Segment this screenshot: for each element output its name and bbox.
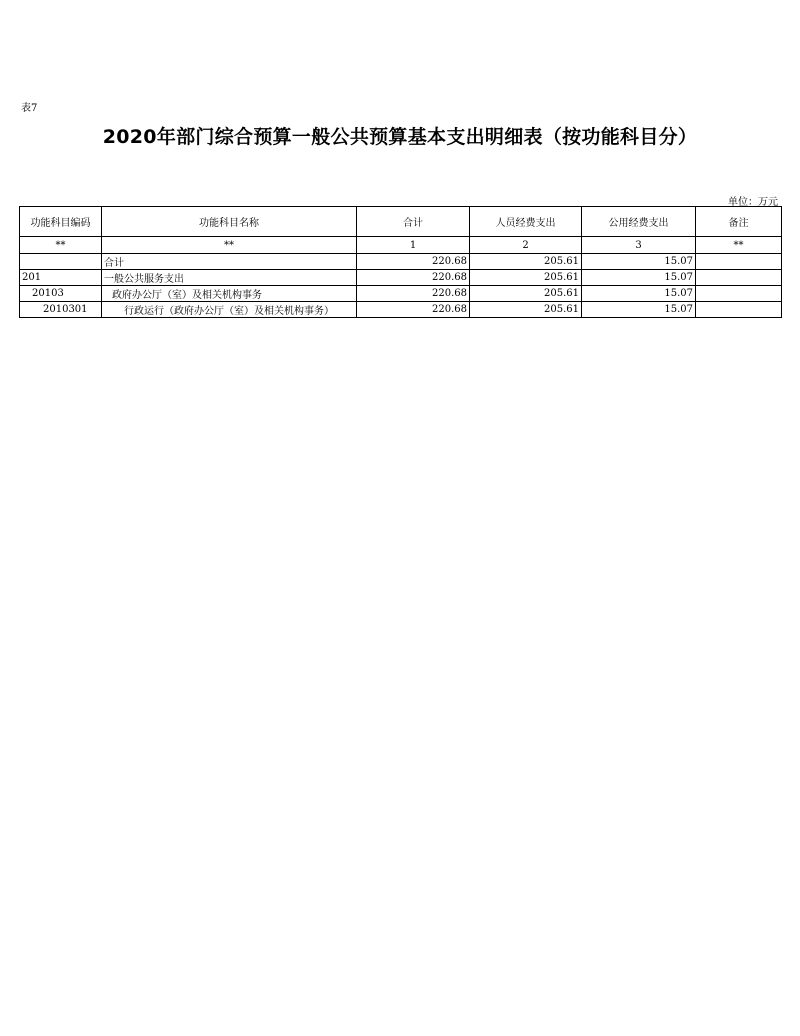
index-cell: **	[20, 237, 102, 254]
note-cell	[696, 302, 782, 318]
public-cell: 15.07	[582, 302, 696, 318]
index-cell: **	[696, 237, 782, 254]
table-row-total	[20, 254, 782, 270]
personnel-cell: 205.61	[470, 270, 582, 286]
public-cell: 15.07	[582, 270, 696, 286]
total-cell: 220.68	[357, 302, 470, 318]
table-row	[20, 286, 782, 302]
code-cell: 20103	[20, 286, 102, 302]
note-cell	[696, 254, 782, 270]
header-cell-note: 备注	[696, 207, 782, 237]
table-row	[20, 270, 782, 286]
table-number-label: 表7	[21, 103, 38, 114]
code-cell: 201	[20, 270, 102, 286]
personnel-cell: 205.61	[470, 254, 582, 270]
code-cell	[20, 254, 102, 270]
total-cell: 220.68	[357, 270, 470, 286]
budget-table	[19, 206, 782, 318]
index-cell: **	[102, 237, 357, 254]
name-cell: 一般公共服务支出	[102, 270, 357, 286]
public-cell: 15.07	[582, 286, 696, 302]
unit-label: 单位：万元	[728, 197, 778, 208]
personnel-cell: 205.61	[470, 302, 582, 318]
name-cell: 行政运行（政府办公厅（室）及相关机构事务）	[102, 302, 357, 318]
page-title: 2020年部门综合预算一般公共预算基本支出明细表（按功能科目分）	[102, 126, 698, 148]
personnel-cell: 205.61	[470, 286, 582, 302]
header-cell-code: 功能科目编码	[20, 207, 102, 237]
table-row	[20, 302, 782, 318]
code-cell: 2010301	[20, 302, 102, 318]
total-cell: 220.68	[357, 254, 470, 270]
name-cell: 政府办公厅（室）及相关机构事务	[102, 286, 357, 302]
header-cell-total: 合计	[357, 207, 470, 237]
public-cell: 15.07	[582, 254, 696, 270]
note-cell	[696, 286, 782, 302]
column-index-row	[20, 237, 782, 254]
index-cell: 2	[470, 237, 582, 254]
index-cell: 3	[582, 237, 696, 254]
header-cell-name: 功能科目名称	[102, 207, 357, 237]
index-cell: 1	[357, 237, 470, 254]
note-cell	[696, 270, 782, 286]
table-header-row	[20, 207, 782, 237]
name-cell: 合计	[102, 254, 357, 270]
header-cell-personnel: 人员经费支出	[470, 207, 582, 237]
total-cell: 220.68	[357, 286, 470, 302]
header-cell-public: 公用经费支出	[582, 207, 696, 237]
